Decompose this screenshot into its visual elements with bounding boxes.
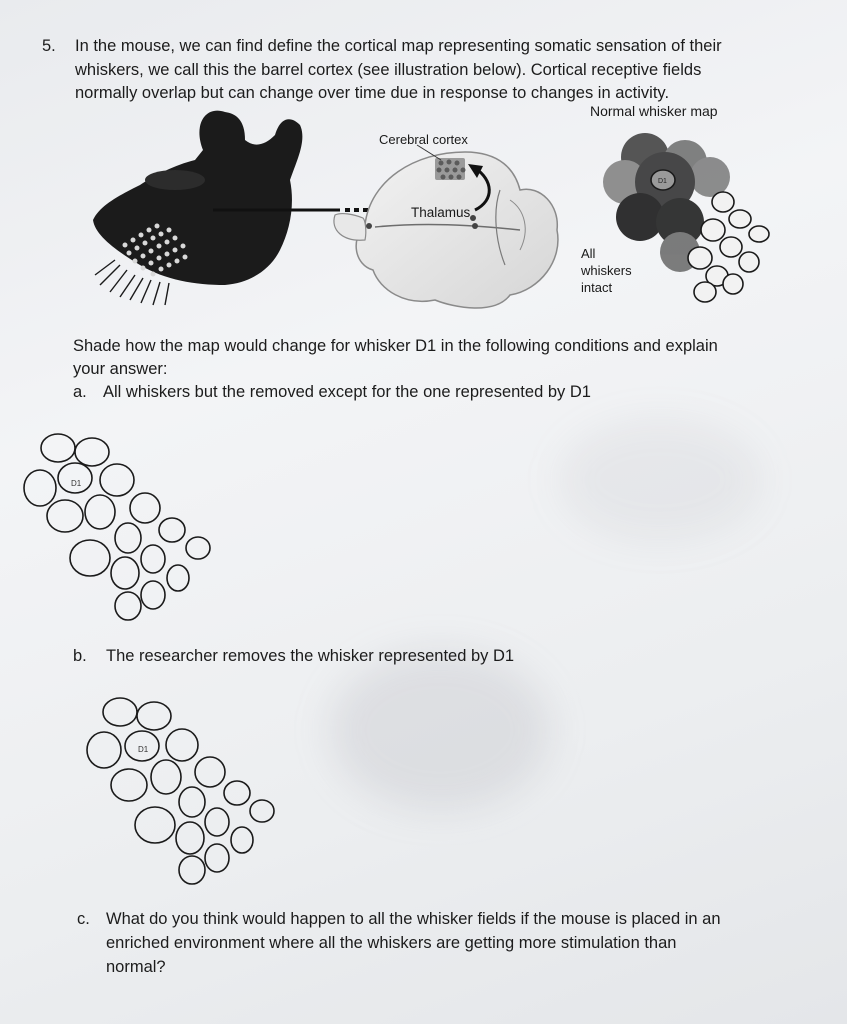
paper-shadow — [330, 650, 550, 810]
part-b-d1-label: D1 — [138, 745, 149, 754]
part-b-barrel-map — [82, 690, 282, 890]
paper-shadow — [560, 420, 760, 540]
cerebral-cortex-label: Cerebral cortex — [379, 132, 468, 147]
brain-illustration — [325, 130, 585, 320]
all-whiskers-intact-label-3: intact — [581, 280, 613, 295]
part-a-barrel-map — [20, 428, 220, 628]
instruction-line-2: your answer: — [73, 360, 168, 378]
normal-whisker-map — [595, 122, 795, 312]
normal-whisker-map-title: Normal whisker map — [590, 103, 718, 119]
question-line-3: normally overlap but can change over time due in response to changes in activity. — [75, 84, 670, 102]
question-number: 5. — [42, 37, 56, 55]
part-c-line-1: What do you think would happen to all the whisker fields if the mouse is placed in an — [106, 910, 721, 928]
part-c-line-3: normal? — [106, 958, 166, 976]
all-whiskers-intact-label-2: whiskers — [581, 263, 632, 278]
part-b-text: The researcher removes the whisker represented by D1 — [106, 647, 515, 665]
thalamus-label: Thalamus — [411, 205, 471, 220]
instruction-line-1: Shade how the map would change for whisker D1 in the following conditions and explain — [73, 337, 718, 355]
part-a-d1-label: D1 — [71, 479, 82, 488]
question-line-2: whiskers, we call this the barrel cortex (see illustration below). Cortical receptive fields — [75, 61, 702, 79]
question-line-1: In the mouse, we can find define the cortical map representing somatic sensation of their — [75, 37, 722, 55]
all-whiskers-intact-label-1: All — [581, 246, 596, 261]
part-a-text: All whiskers but the removed except for the one represented by D1 — [103, 383, 591, 401]
part-b-letter: b. — [73, 647, 87, 665]
normal-map-d1-label: D1 — [658, 178, 667, 185]
part-c-letter: c. — [77, 910, 90, 928]
part-a-letter: a. — [73, 383, 87, 401]
part-c-line-2: enriched environment where all the whiskers are getting more stimulation than — [106, 934, 677, 952]
